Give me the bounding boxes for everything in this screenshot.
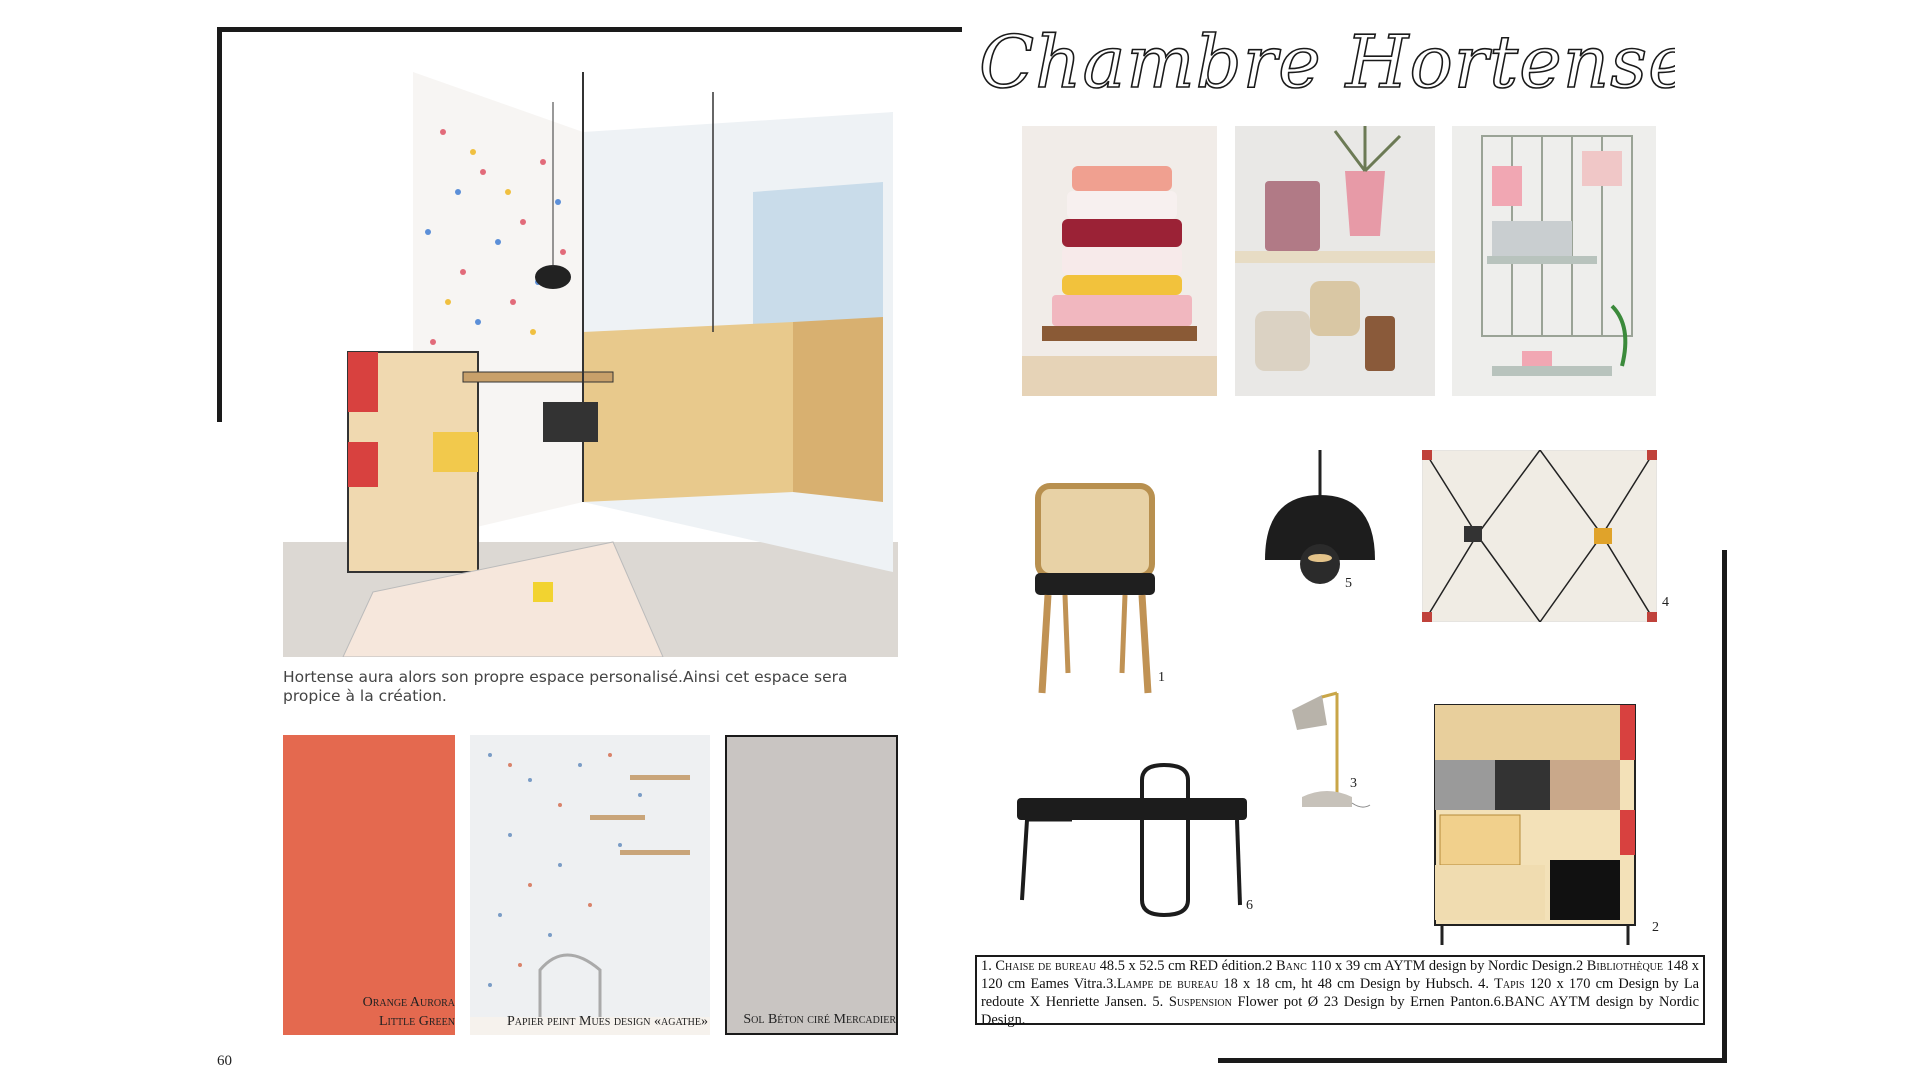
product-number-4: 4 xyxy=(1662,595,1669,610)
paint-swatch-label: Orange Aurora Little Green xyxy=(362,995,455,1029)
product-number-1: 1 xyxy=(1158,670,1165,685)
page-title-text: Chambre Hortense xyxy=(979,20,1675,104)
pendant-lamp-image xyxy=(1260,450,1380,590)
product-number-5: 5 xyxy=(1345,576,1352,591)
rattan-chair-image xyxy=(1030,478,1160,698)
desk-lamp-image xyxy=(1282,685,1372,820)
product-number-6: 6 xyxy=(1246,898,1253,913)
cushions-photo xyxy=(1022,126,1217,396)
floor-swatch-label: Sol Béton ciré Mercadier xyxy=(743,1012,896,1027)
frame-line-bottom xyxy=(1218,1058,1727,1063)
berber-rug-image xyxy=(1422,450,1657,622)
wallpaper-swatch-label: Papier peint Mues design «agathe» xyxy=(506,1014,708,1029)
frame-line-right xyxy=(1722,550,1727,1062)
frame-line-left xyxy=(217,27,222,422)
product-number-2: 2 xyxy=(1652,920,1659,935)
product-number-3: 3 xyxy=(1350,776,1357,791)
wallpaper-swatch xyxy=(470,735,710,1035)
room-sketch xyxy=(283,72,898,657)
eames-bookcase-image xyxy=(1430,700,1645,950)
paint-swatch-orange xyxy=(283,735,455,1035)
wall-grid-photo xyxy=(1452,126,1656,396)
sketch-caption: Hortense aura alors son propre espace personalisé.Ainsi cet espace sera propice à la création. xyxy=(283,668,848,705)
frame-line-top xyxy=(217,27,962,32)
bench-image xyxy=(1012,760,1252,920)
shelf-decor-photo xyxy=(1235,126,1435,396)
page-number: 60 xyxy=(217,1053,232,1069)
product-description: 1. Chaise de bureau 48.5 x 52.5 cm RED édition.2 Banc 110 x 39 cm AYTM design by Nordic Design.2 Bibliothèque 148 x 120 cm Eames Vitra.3.Lampe de bureau 18 x 18 cm, ht 48 cm Design by Hubsch. 4. Tapis 120 x 170 cm Design by La redoute X Henriette Jansen. 5. Suspension Flower pot Ø 23 Design by Ernen Panton.6.BANC AYTM design by Nordic Design. xyxy=(975,955,1705,1025)
page-title xyxy=(975,5,1675,115)
floor-swatch-concrete xyxy=(725,735,898,1035)
